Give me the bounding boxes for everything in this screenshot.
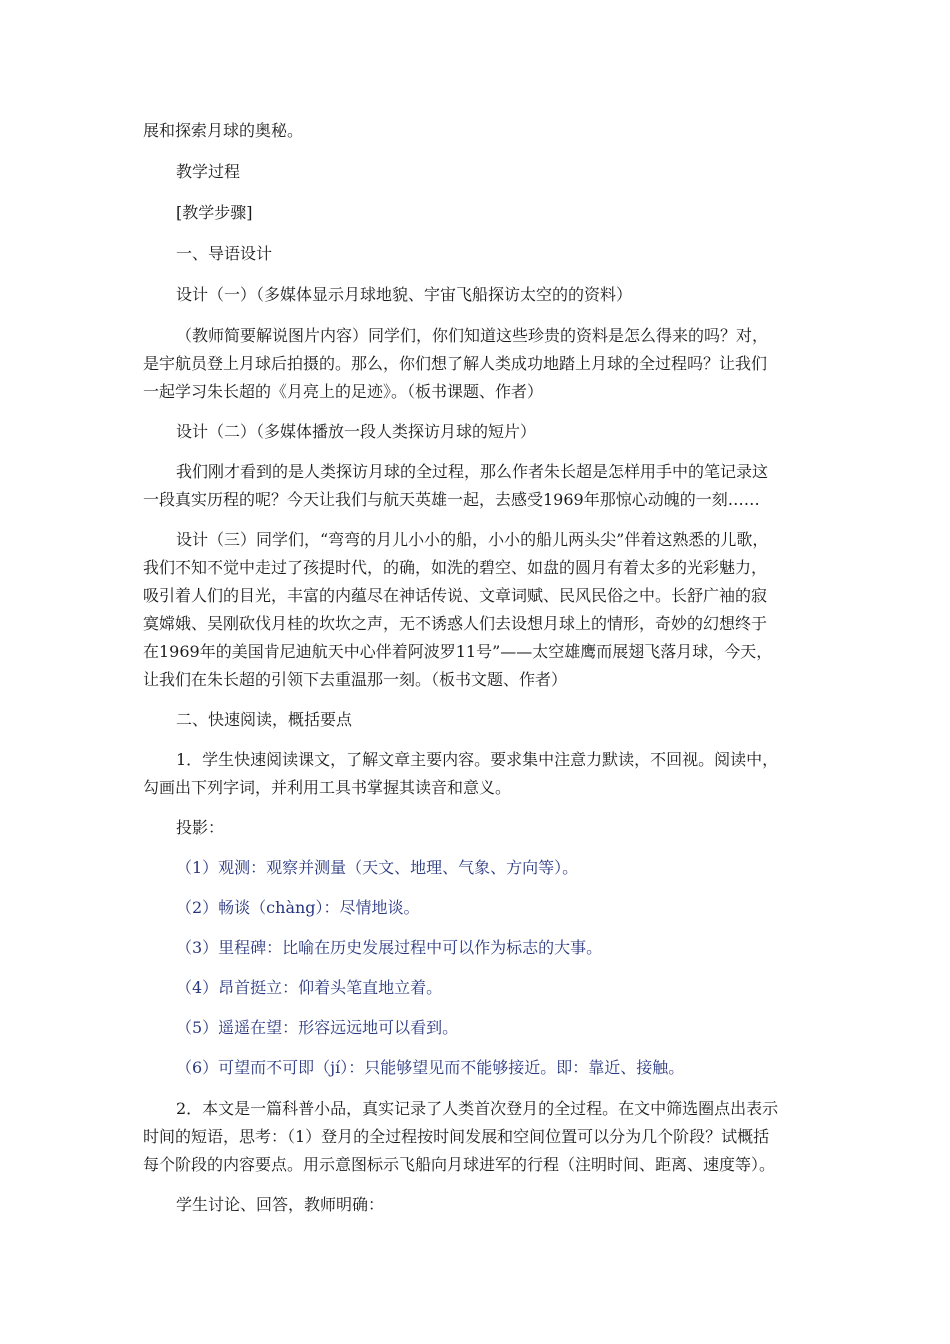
- discussion-line: 学生讨论、回答，教师明确：: [176, 1195, 385, 1214]
- design-3-line: 我们不知不觉中走过了孩提时代，的确，如洗的碧空、如盘的圆月有着太多的光彩魅力，: [143, 558, 768, 577]
- design-2-line: 我们刚才看到的是人类探访月球的全过程，那么作者朱长超是怎样用手中的笔记录这: [176, 462, 769, 481]
- item-1-line: 1．学生快速阅读课文，了解文章主要内容。要求集中注意力默读，不回视。阅读中，: [176, 750, 779, 769]
- item-2-line: 2．本文是一篇科普小品，真实记录了人类首次登月的全过程。在文中筛选圈点出表示: [176, 1099, 779, 1118]
- heading-teaching-steps: [教学步骤]: [176, 203, 253, 222]
- heading-section-2: 二、快速阅读，概括要点: [176, 710, 353, 729]
- heading-section-1: 一、导语设计: [176, 244, 273, 263]
- design-3-line: 设计（三）同学们，“弯弯的月儿小小的船，小小的船儿两头尖”伴着这熟悉的儿歌，: [176, 530, 769, 549]
- design-1-title: 设计（一）（多媒体显示月球地貌、宇宙飞船探访太空的的资料）: [176, 285, 633, 304]
- design-3-line: 寞嫦娥、吴刚砍伐月桂的坎坎之声，无不诱惑人们去设想月球上的情形，奇妙的幻想终于: [143, 614, 768, 633]
- vocab-item: （3）里程碑：比喻在历史发展过程中可以作为标志的大事。: [176, 938, 603, 957]
- design-2-line: 一段真实历程的呢？今天让我们与航天英雄一起，去感受1969年那惊心动魄的一刻……: [143, 490, 760, 509]
- item-1-line: 勾画出下列字词，并利用工具书掌握其读音和意义。: [143, 778, 512, 797]
- heading-teaching-process: 教学过程: [176, 162, 241, 181]
- vocab-item: （2）畅谈（chàng）：尽情地谈。: [176, 898, 420, 917]
- design-3-line: 吸引着人们的目光，丰富的内蕴尽在神话传说、文章词赋、民风民俗之中。长舒广袖的寂: [143, 586, 768, 605]
- design-3-line: 在1969年的美国肯尼迪航天中心伴着阿波罗11号”——太空雄鹰而展翅飞落月球，今天，: [143, 642, 773, 661]
- item-2-line: 时间的短语，思考：（1）登月的全过程按时间发展和空间位置可以分为几个阶段？试概括: [143, 1127, 770, 1146]
- projection-label: 投影：: [176, 818, 225, 837]
- vocab-item: （4）昂首挺立：仰着头笔直地立着。: [176, 978, 443, 997]
- design-1-line: （教师简要解说图片内容）同学们，你们知道这些珍贵的资料是怎么得来的吗？对，: [176, 326, 769, 345]
- design-3-line: 让我们在朱长超的引领下去重温那一刻。（板书文题、作者）: [143, 670, 568, 689]
- item-2-line: 每个阶段的内容要点。用示意图标示飞船向月球进军的行程（注明时间、距离、速度等）。: [143, 1155, 776, 1174]
- vocab-item: （1）观测：观察并测量（天文、地理、气象、方向等）。: [176, 858, 579, 877]
- vocab-item: （5）遥遥在望：形容远远地可以看到。: [176, 1018, 459, 1037]
- paragraph-line: 展和探索月球的奥秘。: [143, 121, 304, 140]
- design-2-title: 设计（二）（多媒体播放一段人类探访月球的短片）: [176, 422, 537, 441]
- vocab-item: （6）可望而不可即（jí）：只能够望见而不能够接近。即：靠近、接触。: [176, 1058, 685, 1077]
- design-1-line: 是宇航员登上月球后拍摄的。那么，你们想了解人类成功地踏上月球的全过程吗？让我们: [143, 354, 768, 373]
- design-1-line: 一起学习朱长超的《月亮上的足迹》。（板书课题、作者）: [143, 382, 544, 401]
